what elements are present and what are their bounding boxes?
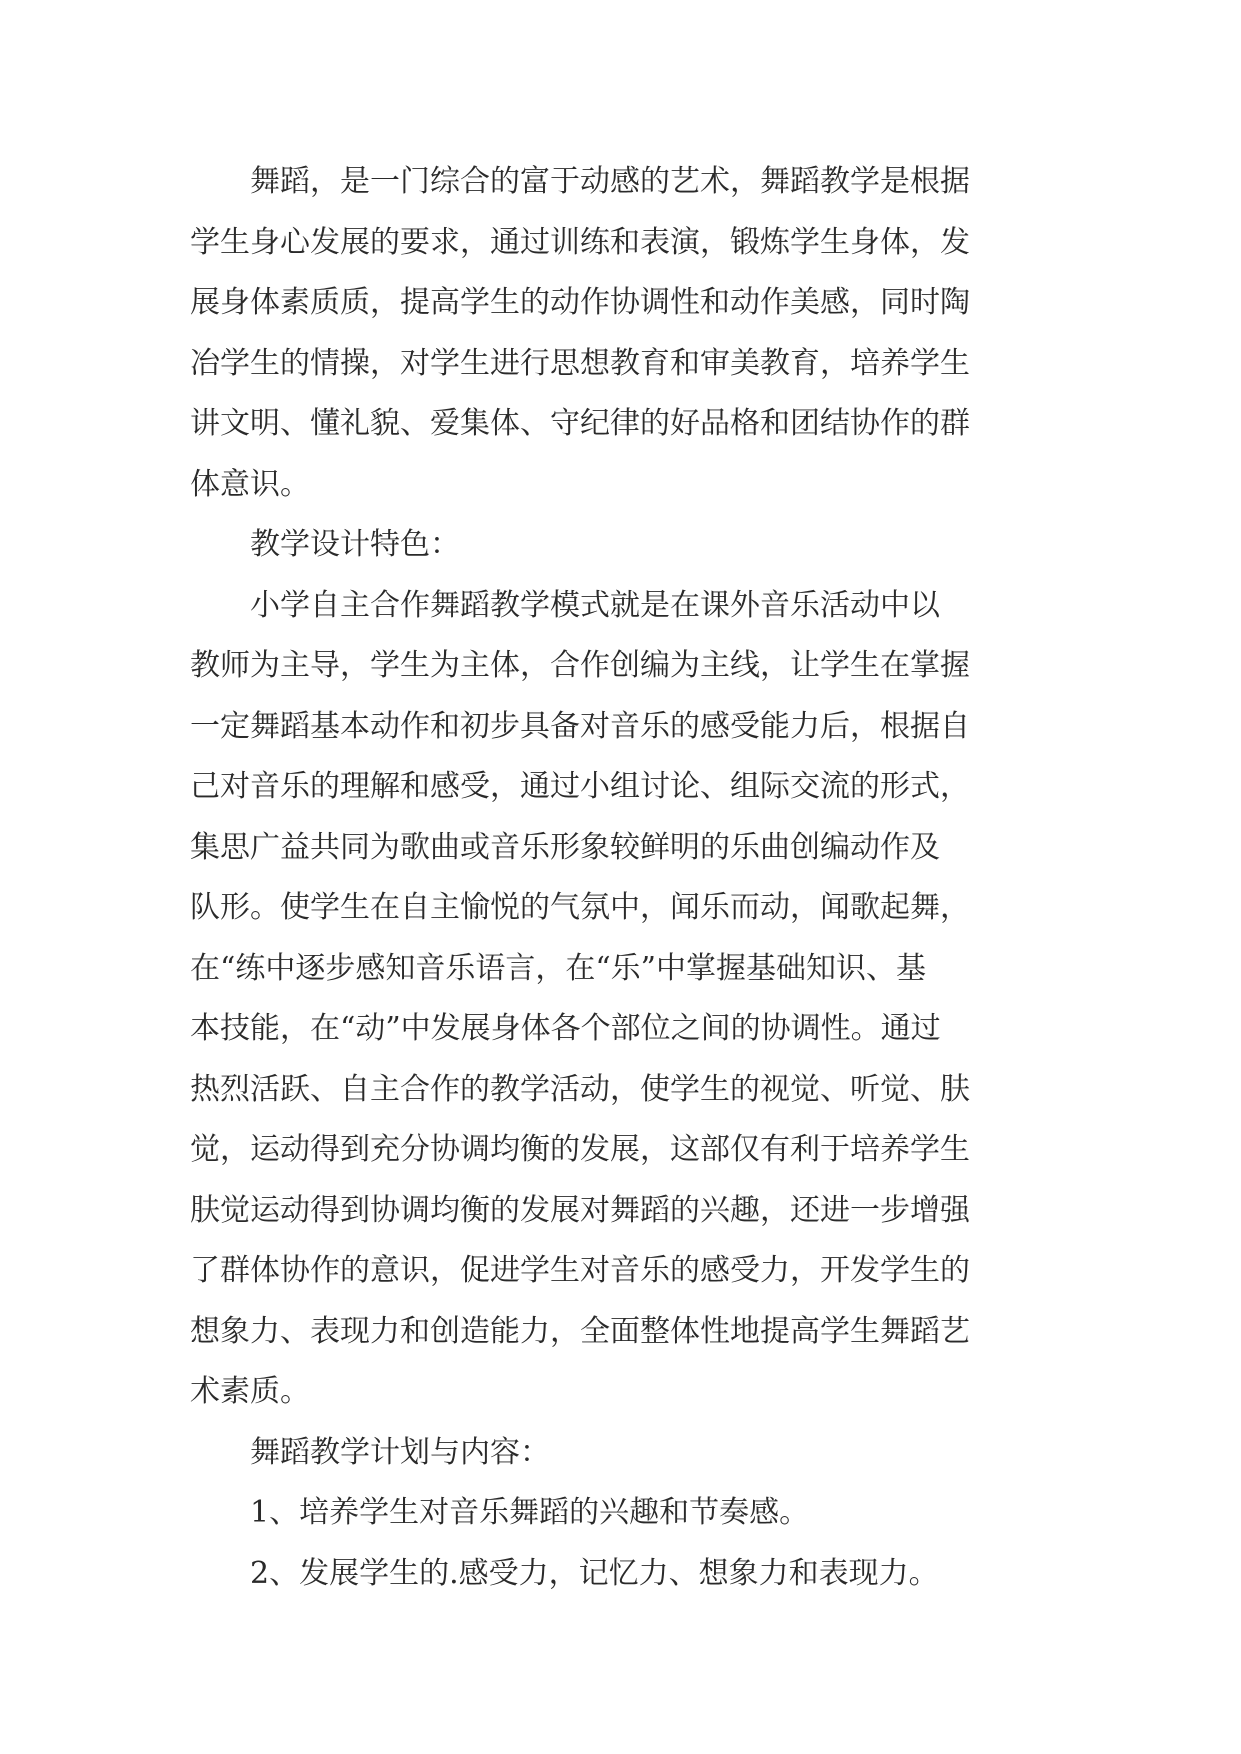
text-line: 舞蹈教学计划与内容：: [250, 1434, 550, 1470]
list-item-2: [190, 1544, 1060, 1605]
list-item-1: [190, 1483, 1060, 1544]
text-line: 热烈活跃、自主合作的教学活动，使学生的视觉、听觉、肤: [190, 1071, 970, 1107]
text-line: 想象力、表现力和创造能力，全面整体性地提高学生舞蹈艺: [190, 1313, 970, 1349]
text-line: 了群体协作的意识，促进学生对音乐的感受力，开发学生的: [190, 1253, 970, 1288]
text-line: 教师为主导，学生为主体，合作创编为主线，让学生在掌握: [190, 648, 970, 683]
text-line: 一定舞蹈基本动作和初步具备对音乐的感受能力后，根据自: [190, 708, 970, 744]
text-line: 展身体素质质，提高学生的动作协调性和动作美感，同时陶: [190, 285, 970, 320]
text-line: 冶学生的情操，对学生进行思想教育和审美教育，培养学生: [190, 345, 970, 381]
text-line: 己对音乐的理解和感受，通过小组讨论、组际交流的形式，: [190, 769, 970, 804]
text-line: 1、培养学生对音乐舞蹈的兴趣和节奏感。: [250, 1495, 810, 1530]
text-line: 小学自主合作舞蹈教学模式就是在课外音乐活动中以: [250, 587, 940, 623]
text-line: 舞蹈，是一门综合的富于动感的艺术，舞蹈教学是根据: [250, 164, 970, 199]
section-heading-plan-content: [190, 1423, 1060, 1484]
text-line: 术素质。: [190, 1374, 310, 1409]
text-line: 集思广益共同为歌曲或音乐形象较鲜明的乐曲创编动作及: [190, 829, 940, 865]
text-line: 在“练中逐步感知音乐语言，在“乐”中掌握基础知识、基: [190, 950, 927, 986]
text-line: 学生身心发展的要求，通过训练和表演，锻炼学生身体，发: [190, 224, 970, 260]
text-line: 觉，运动得到充分协调均衡的发展，这部仅有利于培养学生: [190, 1132, 970, 1167]
text-line: 2、发展学生的.感受力，记忆力、想象力和表现力。: [250, 1555, 939, 1591]
text-line: 本技能，在“动”中发展身体各个部位之间的协调性。通过: [190, 1011, 941, 1046]
text-line: 队形。使学生在自主愉悦的气氛中，闻乐而动，闻歌起舞，: [190, 890, 970, 925]
text-line: 教学设计特色：: [250, 527, 460, 562]
paragraph-design-features: [190, 576, 1060, 1423]
section-heading-design-features: [190, 515, 1060, 576]
text-line: 讲文明、懂礼貌、爱集体、守纪律的好品格和团结协作的群: [190, 406, 970, 441]
document-body: [190, 152, 1060, 1604]
text-line: 肤觉运动得到协调均衡的发展对舞蹈的兴趣，还进一步增强: [190, 1192, 970, 1228]
paragraph-intro: [190, 152, 1060, 515]
text-line: 体意识。: [190, 466, 310, 502]
